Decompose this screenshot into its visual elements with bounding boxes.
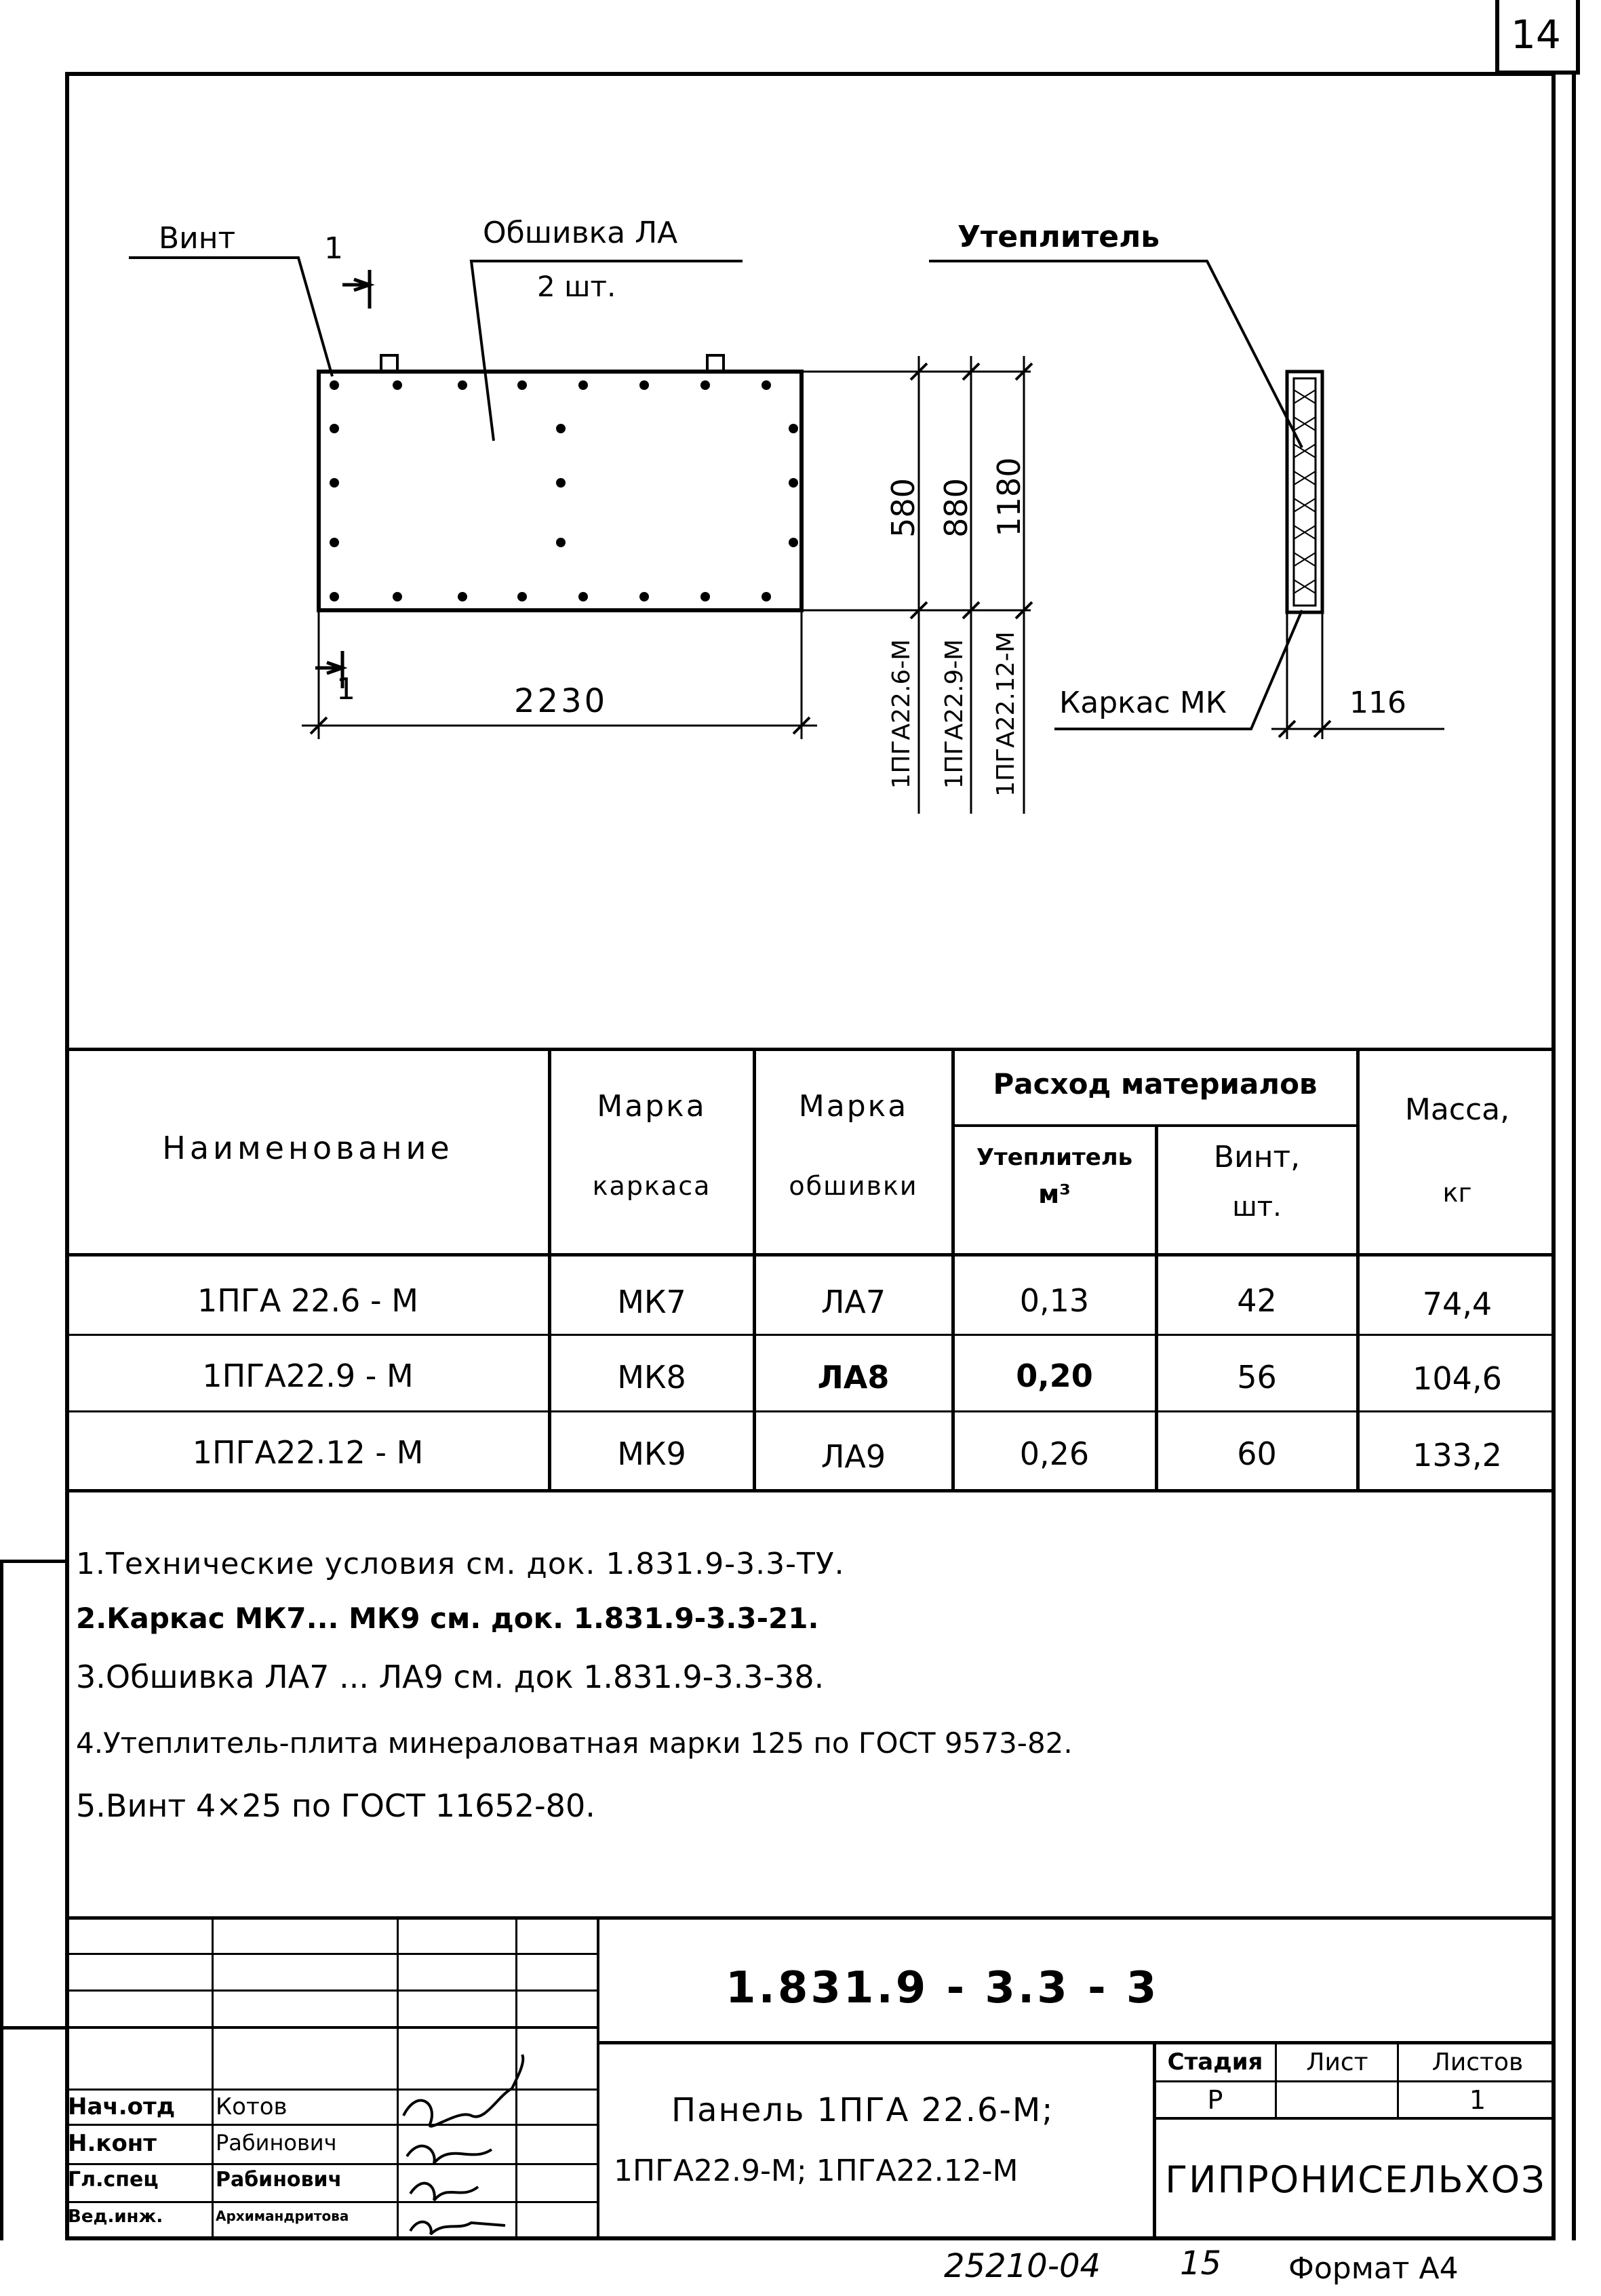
table-top-line	[65, 1048, 1556, 1051]
stamp-col	[597, 1916, 599, 2240]
dim-panel-name-2: 1ПГА22.9-М	[941, 639, 968, 789]
stamp-role: Нач.отд	[68, 2093, 176, 2120]
note-4: 4.Утеплитель-плита минераловатная марки 125 по ГОСТ 9573-82.	[76, 1726, 1073, 1760]
signature-rabinovich-2	[410, 2183, 478, 2200]
cell-vint: 42	[1237, 1282, 1277, 1319]
col-header-vint-1: Винт,	[1213, 1140, 1301, 1174]
stamp-row	[65, 1990, 597, 1992]
label-karkas: Каркас МК	[1059, 686, 1227, 720]
dim-height-580: 580	[885, 478, 922, 538]
stamp-code-bottom	[597, 2041, 1556, 2044]
cell-name: 1ПГА22.9 - М	[202, 1358, 414, 1394]
cell-karkas: МК8	[617, 1359, 686, 1396]
col-header-rashod: Расход материалов	[993, 1067, 1318, 1101]
col-header-obshivka-1: Марка	[798, 1089, 909, 1124]
signatures	[397, 2048, 532, 2240]
col-header-massa-1: Масса,	[1404, 1092, 1510, 1127]
dim-panel-name-3: 1ПГА22.12-М	[992, 631, 1020, 797]
margin-marker	[0, 1560, 68, 1563]
col-header-obshivka-2: обшивки	[789, 1171, 918, 1201]
note-5: 5.Винт 4×25 по ГОСТ 11652-80.	[76, 1787, 595, 1824]
page-number: 15	[1180, 2244, 1222, 2282]
stamp-col	[212, 1916, 214, 2240]
stage-label: Стадия	[1167, 2048, 1263, 2076]
stamp-person: Рабинович	[216, 2130, 337, 2156]
cell-obshivka: ЛА8	[817, 1359, 890, 1396]
label-obshivka-qty: 2 шт.	[537, 270, 616, 303]
sheets-value: 1	[1469, 2085, 1486, 2115]
cell-uteplitel: 0,26	[1019, 1436, 1090, 1472]
stamp-role: Н.конт	[68, 2130, 157, 2157]
table-row2-line	[65, 1410, 1556, 1412]
stamp-top-line	[65, 1916, 1556, 1920]
col-header-name: Наименование	[162, 1130, 454, 1166]
label-obshivka: Обшивка ЛА	[483, 216, 678, 250]
panel-outline	[319, 372, 802, 610]
col-header-karkas-2: каркаса	[592, 1171, 711, 1201]
cell-obshivka: ЛА7	[821, 1284, 886, 1320]
label-uteplitel: Утеплитель	[957, 220, 1160, 254]
margin-marker-v	[0, 1560, 3, 2240]
dim-length: 2230	[514, 682, 608, 720]
dim-thickness: 116	[1349, 686, 1406, 720]
cell-name: 1ПГА 22.6 - М	[197, 1282, 418, 1319]
section-view	[1287, 372, 1322, 612]
table-row1-line	[65, 1334, 1556, 1336]
dim-panel-name-1: 1ПГА22.6-М	[888, 639, 915, 789]
cell-obshivka: ЛА9	[821, 1438, 886, 1475]
panel-drawing	[0, 0, 1601, 1051]
signature-arkhimandritova	[410, 2222, 505, 2234]
leader-uteplitel	[929, 261, 1302, 448]
cell-massa: 133,2	[1412, 1437, 1502, 1473]
section-mark-top-label: 1	[324, 231, 343, 266]
section-mark-top	[342, 270, 370, 309]
inventory-number: 25210-04	[944, 2247, 1101, 2285]
cell-name: 1ПГА22.12 - М	[192, 1434, 424, 1471]
signature-kotov	[403, 2055, 523, 2126]
dim-height-1180: 1180	[991, 457, 1027, 537]
panel-lug	[381, 355, 397, 372]
stamp-stage-row	[1153, 2080, 1556, 2082]
cell-uteplitel: 0,13	[1019, 1282, 1090, 1319]
organization: ГИПРОНИСЕЛЬХОЗ	[1165, 2158, 1546, 2201]
col-header-vint-2: шт.	[1232, 1191, 1282, 1223]
col-header-uteplitel-1: Утеплитель	[976, 1144, 1133, 1171]
stamp-row	[65, 2026, 597, 2029]
stamp-title-line1: Панель 1ПГА 22.6-М;	[671, 2091, 1054, 2129]
stamp-title-line2: 1ПГА22.9-М; 1ПГА22.12-М	[614, 2154, 1019, 2188]
cell-massa: 74,4	[1422, 1286, 1493, 1322]
col-header-karkas-1: Марка	[597, 1089, 707, 1124]
stamp-role: Гл.спец	[68, 2168, 159, 2192]
format-label: Формат А4	[1288, 2251, 1459, 2286]
stamp-person: Архимандритова	[216, 2208, 349, 2224]
insulation-hatch	[1294, 390, 1316, 593]
sheet-corner-number: 14	[1511, 12, 1561, 58]
cell-vint: 56	[1237, 1359, 1277, 1396]
note-1: 1.Технические условия см. док. 1.831.9-3.3-ТУ.	[76, 1547, 845, 1581]
stamp-row	[65, 1953, 597, 1955]
note-3: 3.Обшивка ЛА7 ... ЛА9 см. док 1.831.9-3.3-38.	[76, 1659, 825, 1695]
stamp-person: Котов	[216, 2093, 288, 2120]
cell-vint: 60	[1237, 1436, 1277, 1472]
dim-height-880: 880	[938, 478, 974, 538]
stamp-stage-row	[1153, 2117, 1556, 2120]
document-code: 1.831.9 - 3.3 - 3	[726, 1963, 1160, 2013]
table-bottom-line	[65, 1489, 1556, 1492]
stamp-col	[1397, 2041, 1399, 2117]
col-header-uteplitel-2: м³	[1038, 1179, 1071, 1209]
note-2: 2.Каркас МК7... МК9 см. док. 1.831.9-3.3-21.	[76, 1602, 819, 1635]
leader-vint	[129, 258, 332, 376]
cell-uteplitel: 0,20	[1016, 1358, 1093, 1394]
table-header-bottom-line	[65, 1253, 1556, 1256]
signature-rabinovich-1	[407, 2146, 492, 2163]
label-vint: Винт	[159, 221, 236, 256]
cell-karkas: МК7	[617, 1284, 686, 1320]
section-mark-bottom-label: 1	[336, 672, 355, 707]
sheets-label: Листов	[1431, 2048, 1524, 2076]
stamp-role: Вед.инж.	[68, 2206, 163, 2227]
sheet-label: Лист	[1306, 2048, 1368, 2076]
cell-karkas: МК9	[617, 1436, 686, 1472]
stamp-person: Рабинович	[216, 2168, 342, 2192]
panel-lug	[707, 355, 724, 372]
col-header-massa-2: кг	[1442, 1178, 1472, 1208]
margin-marker	[0, 2026, 68, 2030]
screw-dots	[330, 380, 798, 601]
cell-massa: 104,6	[1412, 1360, 1502, 1397]
stage-value: Р	[1207, 2085, 1223, 2115]
stamp-col	[1275, 2041, 1277, 2117]
table-col-line	[951, 1048, 955, 1489]
